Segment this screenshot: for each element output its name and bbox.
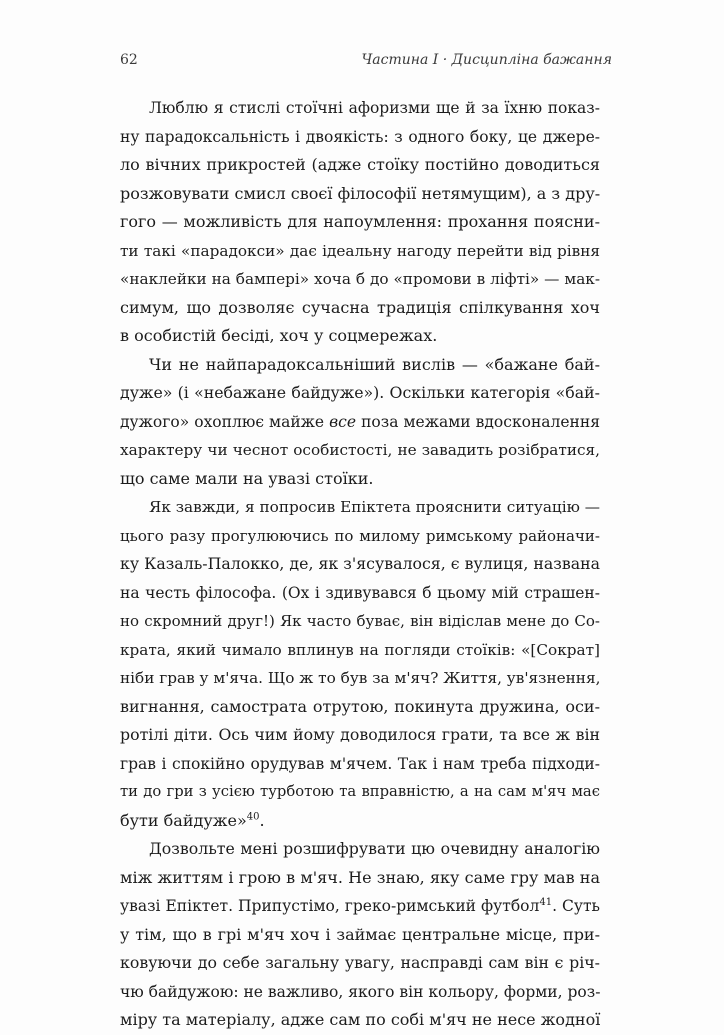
emphasis-text: все (329, 412, 357, 431)
text-line: «наклейки на бампері» хоча б до «промови в ліфті» — мак- (120, 270, 600, 288)
text-line: грав і спокійно орудував м'ячем. Так і нам треба підходи- (120, 754, 600, 773)
paragraph (120, 493, 600, 835)
text-run: бути байдуже» (120, 810, 247, 830)
text-line: у тім, що в грі м'яч хоч і займає центральне місце, при- (120, 924, 600, 944)
text-line: Чи не найпарадоксальніший вислів — «бажане бай- (149, 354, 600, 374)
text-line: чю байдужою: не важливо, якого він кольору, форми, роз- (120, 982, 601, 1001)
text-line: ковуючи до себе загальну увагу, насправді сам він є річ- (120, 953, 600, 972)
footnote-ref[interactable]: 40 (246, 811, 260, 823)
text-line: в особистій бесіді, хоч у соцмережах. (120, 326, 438, 345)
text-line: Люблю я стислі стоїчні афоризми ще й за їхню показ- (149, 99, 600, 117)
text-run: . (259, 810, 265, 830)
paragraph (120, 351, 600, 494)
text-line: характеру чи чеснот особистості, не завадить розібратися, (120, 441, 600, 459)
text-line: Дозвольте мені розшифрувати цю очевидну аналогію (149, 839, 600, 858)
text-line: ротілі діти. Ось чим йому доводилося грати, та все ж він (120, 725, 600, 744)
text-line: симум, що дозволяє сучасна традиція спілкування хоч (120, 297, 600, 317)
page-header (120, 52, 612, 68)
text-line: ку Казаль-Палокко, де, як з'ясувалося, є вулиця, названа (120, 554, 600, 573)
text-line: розжовувати смисл своєї філософії нетямущим), а з дру- (120, 183, 601, 203)
page-number: 62 (120, 52, 138, 68)
text-line: ну парадоксальність і двоякість: з одного боку, це джере- (120, 127, 600, 146)
text-run: дужого» охоплює майже (120, 412, 330, 431)
paragraph (120, 835, 600, 1035)
text-line (120, 408, 600, 437)
text-line: міру та матеріалу, адже сам по собі м'яч не несе жодної (120, 1010, 601, 1029)
text-line: ло вічних прикростей (адже стоїку постійно доводиться (120, 155, 600, 174)
text-line: на честь філософа. (Ох і здивувався б цьому мій страшен- (120, 583, 600, 602)
text-line: Як завжди, я попросив Епіктета прояснити ситуацію — (149, 498, 600, 516)
text-line (120, 807, 600, 836)
text-line: дуже» (і «небажане байдуже»). Оскільки категорія «бай- (120, 383, 600, 402)
footnote-ref[interactable]: 41 (539, 896, 553, 908)
running-title: Частина I · Дисципліна бажання (361, 52, 612, 68)
text-line: ти такі «парадокси» дає ідеальну нагоду перейти від рівня (120, 241, 600, 260)
text-line: цього разу прогулюючись по милому римському районачи- (120, 526, 600, 545)
text-line: ніби грав у м'яча. Що ж то був за м'яч? Життя, ув'язнення, (120, 669, 601, 687)
text-run: поза межами вдосконалення (356, 412, 600, 431)
text-line: но скромний друг!) Як часто буває, він відіслав мене до Со- (120, 612, 600, 630)
text-line: між життям і грою в м'яч. Не знаю, яку саме гру мав на (120, 867, 600, 887)
paragraph (120, 94, 600, 351)
text-line: ти до гри з усією турботою та вправністю, а на сам м'яч має (120, 783, 600, 800)
text-line: вигнання, самострата отрутою, покинута дружина, оси- (120, 696, 600, 716)
text-run: увазі Епіктет. Припустімо, греко-римський футбол (120, 897, 540, 915)
text-line: крата, який чимало вплинув на погляди стоїків: «[Сократ] (120, 640, 600, 659)
text-line: що саме мали на увазі стоїки. (120, 468, 374, 488)
text-line (120, 892, 600, 921)
text-run: . Суть (552, 897, 600, 915)
body-text (120, 94, 600, 1035)
text-line: гого — можливість для напоумлення: прохання поясни- (120, 212, 600, 231)
